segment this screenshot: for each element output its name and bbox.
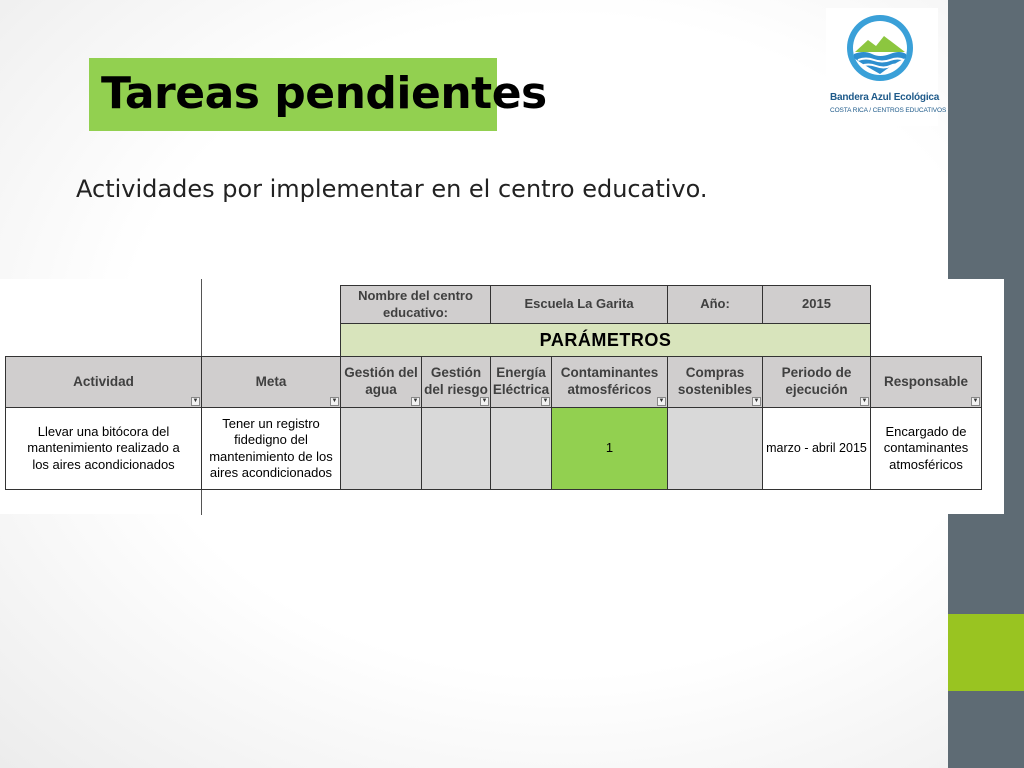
- cell-contaminantes: 1: [551, 407, 668, 490]
- side-accent-block: [948, 614, 1024, 691]
- filter-dropdown-actividad[interactable]: ▼: [192, 398, 199, 404]
- col-header-actividad: Actividad: [5, 356, 202, 408]
- bandera-azul-logo: [826, 8, 947, 126]
- col-header-contaminantes: Contaminantes atmosféricos: [551, 356, 668, 408]
- col-header-compras: Compras sostenibles: [667, 356, 763, 408]
- filter-dropdown-compras[interactable]: ▼: [753, 398, 760, 404]
- filter-dropdown-gestion-agua[interactable]: ▼: [412, 398, 419, 404]
- filter-dropdown-meta[interactable]: ▼: [331, 398, 338, 404]
- col-header-gestion-riesgo: Gestión del riesgo: [421, 356, 491, 408]
- col-header-meta: Meta: [201, 356, 341, 408]
- filter-dropdown-energia[interactable]: ▼: [542, 398, 549, 404]
- page-title: Tareas pendientes: [101, 68, 547, 119]
- filter-dropdown-gestion-riesgo[interactable]: ▼: [481, 398, 488, 404]
- cell-actividad: Llevar una bitócora del mantenimiento realizado a los aires acondicionados: [5, 407, 202, 490]
- school-name-cell: Escuela La Garita: [490, 285, 668, 324]
- cell-meta: Tener un registro fidedigno del mantenimiento de los aires acondicionados: [201, 407, 341, 490]
- filter-dropdown-periodo[interactable]: ▼: [861, 398, 868, 404]
- col-header-energia: Energía Eléctrica: [490, 356, 552, 408]
- page-subtitle: Actividades por implementar en el centro educativo.: [76, 175, 708, 203]
- cell-energia: [490, 407, 552, 490]
- year-label-cell: Año:: [667, 285, 763, 324]
- filter-dropdown-contaminantes[interactable]: ▼: [658, 398, 665, 404]
- cell-gestion-riesgo: [421, 407, 491, 490]
- logo-emblem-icon: [846, 14, 914, 82]
- parameters-header: PARÁMETROS: [340, 323, 871, 357]
- cell-responsable: Encargado de contaminantes atmosféricos: [870, 407, 982, 490]
- cell-gestion-agua: [340, 407, 422, 490]
- year-cell: 2015: [762, 285, 871, 324]
- col-header-responsable: Responsable: [870, 356, 982, 408]
- cell-compras: [667, 407, 763, 490]
- cell-periodo: marzo - abril 2015: [762, 407, 871, 490]
- title-banner: [89, 58, 547, 131]
- filter-dropdown-responsable[interactable]: ▼: [972, 398, 979, 404]
- school-label-cell: Nombre del centro educativo:: [340, 285, 491, 324]
- col-header-periodo: Periodo de ejecución: [762, 356, 871, 408]
- col-header-gestion-agua: Gestión del agua: [340, 356, 422, 408]
- logo-tagline: COSTA RICA / CENTROS EDUCATIVOS: [830, 107, 947, 114]
- logo-title: Bandera Azul Ecológica: [830, 92, 940, 103]
